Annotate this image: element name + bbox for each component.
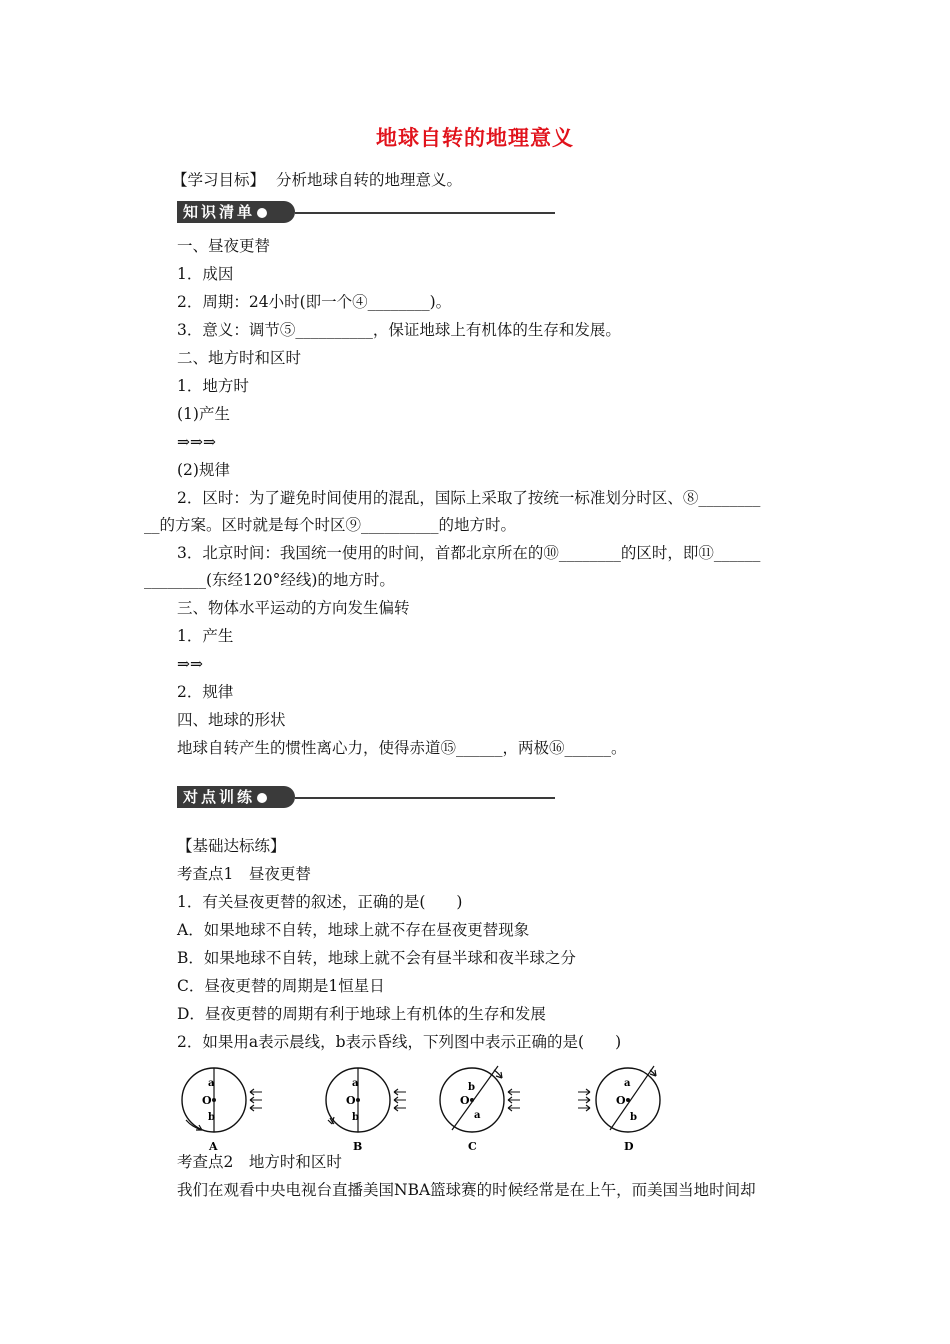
section-bar-label: 知识清单 [183,203,256,221]
fig-a-label-a: a [208,1078,215,1089]
fig-a-caption: A [209,1140,218,1153]
fig-b-label-a: a [352,1078,359,1089]
practice-line: 【基础达标练】 [177,837,286,855]
bullet-dot-icon [257,793,267,803]
objective-label: 【学习目标】 [172,171,266,189]
figure-d [578,1066,660,1153]
practice-line: 考查点1 昼夜更替 [177,865,311,883]
knowledge-line: 2．区时：为了避免时间使用的混乱，国际上采取了按统一标准划分时区、⑧________ [177,489,761,507]
figure-b [326,1068,406,1153]
knowledge-line: (1)产生 [177,405,230,423]
practice-line: 1．有关昼夜更替的叙述，正确的是( ) [177,893,463,911]
knowledge-line: 地球自转产生的惯性离心力，使得赤道⑮______，两极⑯______。 [177,739,627,757]
section-rule [295,212,555,214]
fig-b-caption: B [353,1140,363,1153]
knowledge-line: 1．成因 [177,265,234,283]
practice-line: D．昼夜更替的周期有利于地球上有机体的生存和发展 [177,1005,546,1023]
fig-b-label-b: b [352,1112,359,1123]
page-title: 地球自转的地理意义 [376,125,574,150]
knowledge-line: 1．地方时 [177,377,249,395]
fig-d-label-o: O [616,1094,626,1107]
fig-c-caption: C [468,1140,477,1153]
knowledge-line: ⇒⇒⇒ [177,433,216,451]
knowledge-line: 3．北京时间：我国统一使用的时间，首都北京所在的⑩________的区时，即⑪______ [177,544,761,562]
knowledge-line: 四、地球的形状 [177,711,286,729]
fig-d-label-a: a [624,1078,631,1089]
knowledge-line: 二、地方时和区时 [177,349,302,367]
practice-line: 考查点2 地方时和区时 [177,1153,342,1171]
knowledge-line: 2．规律 [177,683,234,701]
fig-c-label-a: a [474,1110,481,1121]
knowledge-line: 2．周期：24小时(即一个④________)。 [177,293,452,311]
figure-c [440,1066,520,1153]
practice-line: B．如果地球不自转，地球上就不会有昼半球和夜半球之分 [177,949,576,967]
bullet-dot-icon [257,208,267,218]
fig-c-label-o: O [460,1094,470,1107]
terminator-figures [172,1062,662,1154]
practice-line: C．昼夜更替的周期是1恒星日 [177,977,385,995]
knowledge-line: ⇒⇒ [177,655,203,673]
practice-line: 2．如果用a表示晨线，b表示昏线，下列图中表示正确的是( ) [177,1033,622,1051]
fig-c-label-b: b [468,1082,475,1093]
fig-d-label-b: b [630,1112,637,1123]
practice-line: A．如果地球不自转，地球上就不存在昼夜更替现象 [177,921,530,939]
knowledge-line: (2)规律 [177,461,230,479]
fig-a-label-o: O [202,1094,212,1107]
figure-a [182,1068,262,1153]
fig-d-caption: D [624,1140,634,1153]
fig-a-label-b: b [208,1112,215,1123]
section-rule [295,797,555,799]
knowledge-line: 一、昼夜更替 [177,237,271,255]
knowledge-line: 1．产生 [177,627,234,645]
objective-text: 分析地球自转的地理意义。 [275,171,462,189]
knowledge-line: ________(东经120°经线)的地方时。 [144,571,395,589]
learning-objective [172,170,462,190]
practice-line: 我们在观看中央电视台直播美国NBA篮球赛的时候经常是在上午，而美国当地时间却 [177,1181,756,1199]
knowledge-line: __的方案。区时就是每个时区⑨__________的地方时。 [144,516,517,534]
section-bar-label: 对点训练 [183,788,256,806]
knowledge-line: 3．意义：调节⑤__________，保证地球上有机体的生存和发展。 [177,321,621,339]
fig-b-label-o: O [346,1094,356,1107]
knowledge-line: 三、物体水平运动的方向发生偏转 [177,599,410,617]
